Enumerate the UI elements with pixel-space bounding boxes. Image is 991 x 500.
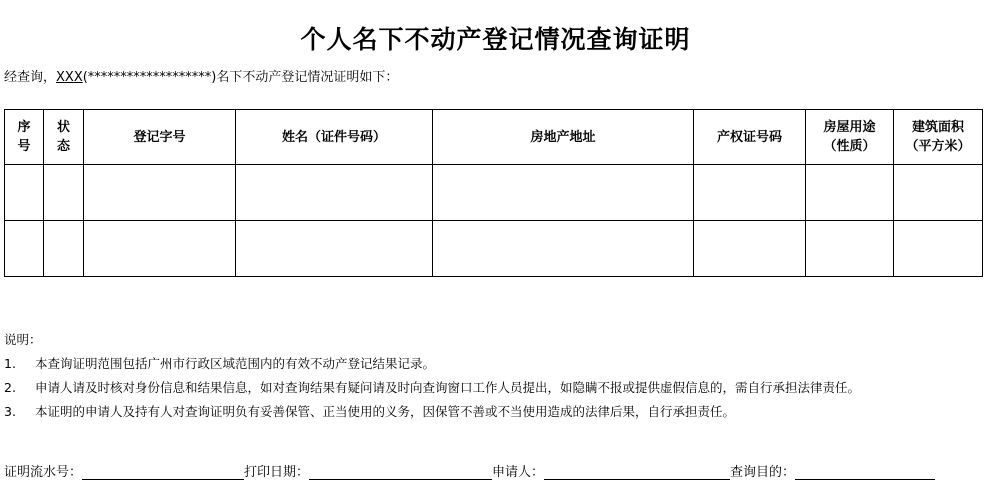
intro-prefix: 经查询，	[4, 70, 57, 85]
note-item: 3. 本证明的申请人及持有人对查询证明负有妥善保管、正当使用的义务，因保管不善或不当使用造成的法律后果，自行承担责任。	[4, 404, 736, 419]
notes-heading: 说明：	[4, 332, 42, 347]
header-status: 状 态	[44, 110, 84, 165]
table-row	[5, 221, 983, 277]
serial-number-blank	[82, 463, 244, 480]
signature-footer	[4, 461, 984, 480]
owner-name: XXX	[56, 70, 83, 85]
serial-number-label: 证明流水号：	[4, 465, 83, 480]
table-cell	[433, 221, 694, 277]
table-cell	[5, 165, 44, 221]
table-cell	[44, 221, 84, 277]
applicant-label: 申请人：	[492, 465, 545, 480]
table-cell	[894, 221, 983, 277]
document-title: 个人名下不动产登记情况查询证明	[300, 25, 691, 54]
header-index: 序 号	[5, 110, 44, 165]
table-cell	[44, 165, 84, 221]
table-cell	[5, 221, 44, 277]
table-cell	[236, 165, 433, 221]
header-name-id: 姓名（证件号码）	[236, 110, 433, 165]
header-address: 房地产地址	[433, 110, 694, 165]
purpose-label: 查询目的：	[730, 465, 796, 480]
note-item: 2. 申请人请及时核对身份信息和结果信息，如对查询结果有疑问请及时向查询窗口工作人员提出，如隐瞒不报或提供虚假信息的，需自行承担法律责任。	[4, 380, 861, 395]
table-cell	[84, 221, 236, 277]
notes-section	[4, 328, 860, 424]
property-table	[4, 109, 983, 277]
intro-line	[4, 66, 398, 85]
table-cell	[806, 221, 894, 277]
print-date-blank	[309, 463, 492, 480]
table-cell	[894, 165, 983, 221]
intro-suffix: 名下不动产登记情况证明如下：	[216, 70, 399, 85]
note-item: 1. 本查询证明范围包括广州市行政区域范围内的有效不动产登记结果记录。	[4, 356, 436, 371]
table-header-row	[5, 110, 983, 165]
table-cell	[236, 221, 433, 277]
table-cell	[694, 221, 806, 277]
owner-id-masked: (*******************)	[82, 70, 217, 85]
applicant-blank	[544, 463, 730, 480]
table-cell	[806, 165, 894, 221]
header-registration-no: 登记字号	[84, 110, 236, 165]
purpose-blank	[795, 463, 935, 480]
table-row	[5, 165, 983, 221]
print-date-label: 打印日期：	[244, 465, 310, 480]
header-usage: 房屋用途 （性质）	[806, 110, 894, 165]
table-cell	[84, 165, 236, 221]
table-cell	[433, 165, 694, 221]
header-certificate-no: 产权证号码	[694, 110, 806, 165]
table-cell	[694, 165, 806, 221]
header-area: 建筑面积 （平方米）	[894, 110, 983, 165]
